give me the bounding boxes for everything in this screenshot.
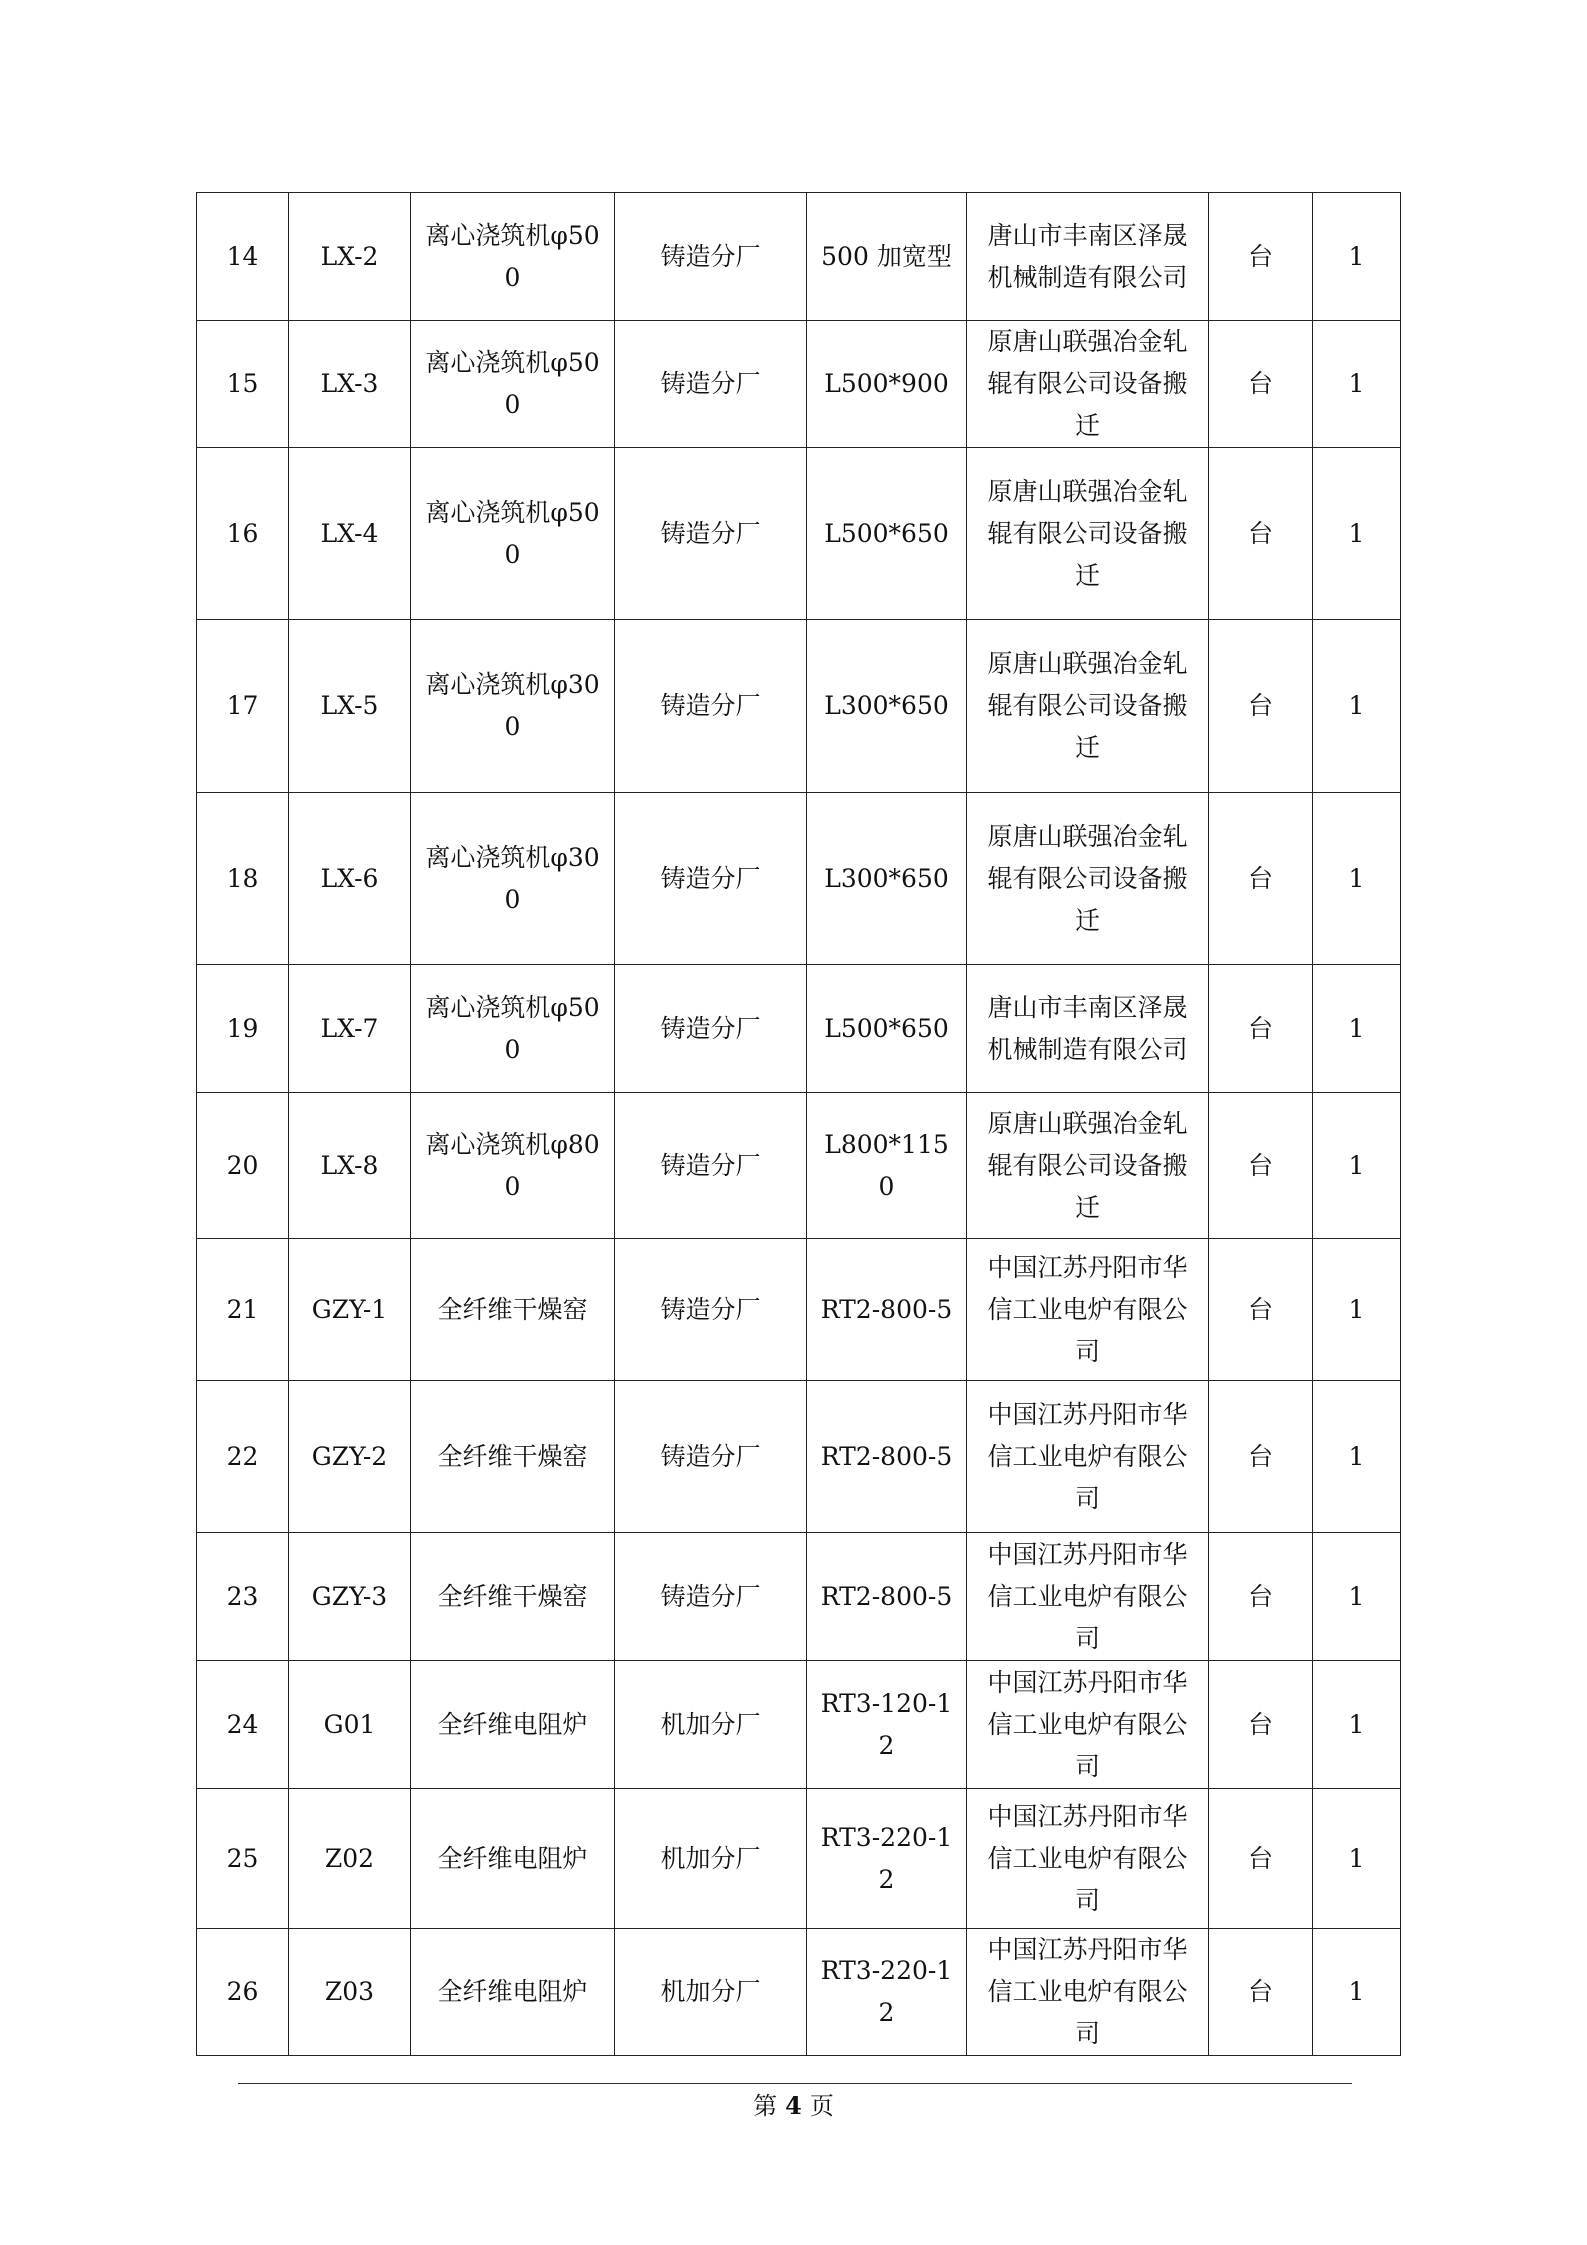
cell-qty: 1 [1313,1789,1401,1929]
cell-code: Z03 [289,1929,411,2056]
cell-unit: 台 [1209,793,1313,965]
cell-dept: 机加分厂 [615,1661,807,1789]
cell-maker: 原唐山联强冶金轧辊有限公司设备搬迁 [967,793,1209,965]
cell-unit: 台 [1209,1093,1313,1239]
table-row [197,1093,1401,1239]
cell-dept: 铸造分厂 [615,321,807,448]
cell-name: 离心浇筑机φ500 [411,448,615,620]
cell-name: 离心浇筑机φ500 [411,965,615,1093]
cell-no: 26 [197,1929,289,2056]
cell-code: LX-5 [289,620,411,793]
cell-unit: 台 [1209,1533,1313,1661]
cell-name: 离心浇筑机φ300 [411,793,615,965]
cell-name: 全纤维干燥窑 [411,1533,615,1661]
cell-unit: 台 [1209,965,1313,1093]
cell-spec: L300*650 [807,620,967,793]
cell-spec: L500*900 [807,321,967,448]
table-row [197,965,1401,1093]
page-prefix: 第 [753,2092,778,2120]
cell-spec: RT3-220-12 [807,1789,967,1929]
cell-qty: 1 [1313,321,1401,448]
cell-spec: 500 加宽型 [807,193,967,321]
cell-dept: 机加分厂 [615,1929,807,2056]
cell-no: 21 [197,1239,289,1381]
cell-maker: 中国江苏丹阳市华信工业电炉有限公司 [967,1789,1209,1929]
cell-maker: 原唐山联强冶金轧辊有限公司设备搬迁 [967,1093,1209,1239]
cell-no: 19 [197,965,289,1093]
cell-unit: 台 [1209,1239,1313,1381]
cell-spec: RT2-800-5 [807,1239,967,1381]
cell-no: 24 [197,1661,289,1789]
cell-no: 14 [197,193,289,321]
cell-code: LX-4 [289,448,411,620]
cell-name: 离心浇筑机φ500 [411,321,615,448]
cell-qty: 1 [1313,965,1401,1093]
cell-no: 17 [197,620,289,793]
cell-no: 23 [197,1533,289,1661]
cell-unit: 台 [1209,193,1313,321]
table-row [197,193,1401,321]
cell-dept: 机加分厂 [615,1789,807,1929]
cell-maker: 中国江苏丹阳市华信工业电炉有限公司 [967,1381,1209,1533]
table-row [197,1381,1401,1533]
cell-dept: 铸造分厂 [615,1239,807,1381]
table-row [197,1239,1401,1381]
cell-qty: 1 [1313,620,1401,793]
cell-no: 22 [197,1381,289,1533]
cell-maker: 原唐山联强冶金轧辊有限公司设备搬迁 [967,448,1209,620]
table-row [197,620,1401,793]
cell-code: LX-3 [289,321,411,448]
cell-unit: 台 [1209,321,1313,448]
cell-maker: 唐山市丰南区泽晟机械制造有限公司 [967,965,1209,1093]
cell-code: GZY-1 [289,1239,411,1381]
cell-dept: 铸造分厂 [615,1381,807,1533]
cell-qty: 1 [1313,193,1401,321]
cell-code: LX-8 [289,1093,411,1239]
cell-no: 18 [197,793,289,965]
cell-qty: 1 [1313,1661,1401,1789]
cell-name: 离心浇筑机φ500 [411,193,615,321]
cell-name: 全纤维电阻炉 [411,1661,615,1789]
cell-dept: 铸造分厂 [615,448,807,620]
table-row [197,1929,1401,2056]
cell-maker: 唐山市丰南区泽晟机械制造有限公司 [967,193,1209,321]
cell-qty: 1 [1313,793,1401,965]
cell-unit: 台 [1209,1929,1313,2056]
cell-name: 离心浇筑机φ300 [411,620,615,793]
cell-name: 全纤维干燥窑 [411,1239,615,1381]
cell-qty: 1 [1313,1929,1401,2056]
cell-code: LX-6 [289,793,411,965]
cell-code: GZY-2 [289,1381,411,1533]
footer-divider [238,2083,1352,2084]
cell-dept: 铸造分厂 [615,793,807,965]
cell-no: 16 [197,448,289,620]
cell-qty: 1 [1313,1093,1401,1239]
cell-unit: 台 [1209,620,1313,793]
cell-maker: 中国江苏丹阳市华信工业电炉有限公司 [967,1929,1209,2056]
cell-dept: 铸造分厂 [615,965,807,1093]
cell-maker: 中国江苏丹阳市华信工业电炉有限公司 [967,1661,1209,1789]
cell-unit: 台 [1209,1381,1313,1533]
cell-code: G01 [289,1661,411,1789]
page-number [0,2088,1587,2124]
cell-spec: L500*650 [807,448,967,620]
cell-maker: 中国江苏丹阳市华信工业电炉有限公司 [967,1239,1209,1381]
cell-code: LX-7 [289,965,411,1093]
cell-unit: 台 [1209,1789,1313,1929]
table-row [197,1533,1401,1661]
cell-code: GZY-3 [289,1533,411,1661]
cell-name: 全纤维干燥窑 [411,1381,615,1533]
cell-code: LX-2 [289,193,411,321]
cell-no: 25 [197,1789,289,1929]
cell-unit: 台 [1209,1661,1313,1789]
table-row [197,448,1401,620]
cell-name: 全纤维电阻炉 [411,1789,615,1929]
table-row [197,321,1401,448]
cell-spec: RT2-800-5 [807,1533,967,1661]
equipment-table [196,192,1401,2056]
cell-no: 15 [197,321,289,448]
cell-unit: 台 [1209,448,1313,620]
cell-qty: 1 [1313,1239,1401,1381]
page-suffix: 页 [809,2092,834,2120]
cell-spec: RT2-800-5 [807,1381,967,1533]
cell-no: 20 [197,1093,289,1239]
cell-maker: 中国江苏丹阳市华信工业电炉有限公司 [967,1533,1209,1661]
cell-qty: 1 [1313,1381,1401,1533]
cell-name: 离心浇筑机φ800 [411,1093,615,1239]
cell-dept: 铸造分厂 [615,620,807,793]
page-number-value: 4 [785,2091,802,2120]
cell-dept: 铸造分厂 [615,193,807,321]
cell-spec: RT3-120-12 [807,1661,967,1789]
table-row [197,793,1401,965]
cell-name: 全纤维电阻炉 [411,1929,615,2056]
table-row [197,1661,1401,1789]
cell-spec: L300*650 [807,793,967,965]
table-row [197,1789,1401,1929]
cell-dept: 铸造分厂 [615,1533,807,1661]
cell-qty: 1 [1313,1533,1401,1661]
cell-spec: L800*1150 [807,1093,967,1239]
cell-maker: 原唐山联强冶金轧辊有限公司设备搬迁 [967,321,1209,448]
cell-spec: RT3-220-12 [807,1929,967,2056]
cell-maker: 原唐山联强冶金轧辊有限公司设备搬迁 [967,620,1209,793]
cell-qty: 1 [1313,448,1401,620]
cell-code: Z02 [289,1789,411,1929]
cell-spec: L500*650 [807,965,967,1093]
cell-dept: 铸造分厂 [615,1093,807,1239]
